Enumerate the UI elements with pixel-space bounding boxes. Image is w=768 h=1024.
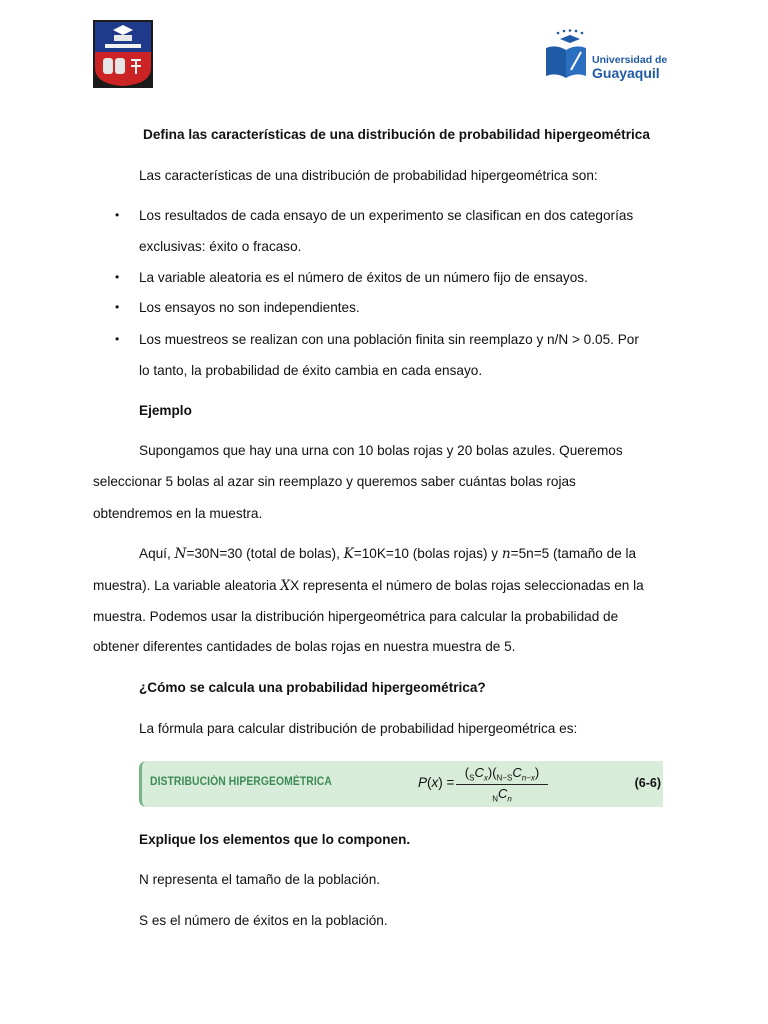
- formula-title: DISTRIBUCIÓN HIPERGEOMÉTRICA: [150, 776, 332, 788]
- question-heading: ¿Cómo se calcula una probabilidad hipergeométrica?: [139, 680, 486, 695]
- bullet-3-line1: Los ensayos no son independientes.: [139, 300, 360, 315]
- intro-text: Las características de una distribución de probabilidad hipergeométrica son:: [139, 168, 598, 183]
- bullet-4-line1: Los muestreos se realizan con una población finita sin reemplazo y n/N > 0.05. Por: [139, 332, 639, 347]
- math-symbol: X: [280, 578, 291, 594]
- bullet-icon: •: [115, 300, 120, 314]
- example-p1-line1: Supongamos que hay una urna con 10 bolas rojas y 20 bolas azules. Queremos: [139, 443, 623, 458]
- math-symbol: n: [501, 546, 511, 562]
- formula-lhs: P(x) =: [418, 775, 455, 790]
- example-p2-line1: Aquí, N=30N=30 (total de bolas), K=10K=10 (bolas rojas) y n=5n=5 (tamaño de la: [139, 546, 637, 562]
- example-p1-line3: obtendremos en la muestra.: [93, 506, 263, 521]
- explain-line-2: S es el número de éxitos en la población.: [139, 913, 388, 928]
- formula-fraction: [454, 765, 550, 803]
- formula-denominator: $_NC_n$: [492, 786, 512, 804]
- formula-box: [139, 761, 663, 807]
- math-symbol: K: [343, 546, 354, 562]
- example-p1-line2: seleccionar 5 bolas al azar sin reemplazo y queremos saber cuántas bolas rojas: [93, 474, 576, 489]
- universidad-guayaquil-logo: [544, 28, 668, 86]
- example-p2-line4: obtener diferentes cantidades de bolas rojas en nuestra muestra de 5.: [93, 639, 516, 654]
- bullet-icon: •: [115, 332, 120, 346]
- bullet-4-line2: lo tanto, la probabilidad de éxito cambia en cada ensayo.: [139, 363, 483, 378]
- explain-line-1: N representa el tamaño de la población.: [139, 872, 381, 887]
- formula-numerator: $(_SC_x)(_{N-S}C_{n-x})$: [464, 765, 540, 783]
- bullet-2-line1: La variable aleatoria es el número de éxitos de un número fijo de ensayos.: [139, 270, 588, 285]
- heading: Defina las características de una distribución de probabilidad hipergeométrica: [143, 127, 650, 142]
- math-symbol: N: [174, 546, 187, 562]
- logo-text-line1: Universidad de: [592, 54, 668, 66]
- bullet-icon: •: [115, 270, 120, 284]
- example-p2-line2: muestra). La variable aleatoria XX representa el número de bolas rojas seleccionadas en la: [93, 578, 644, 594]
- logo-text-line2: Guayaquil: [592, 65, 660, 81]
- example-p2-line3: muestra. Podemos usar la distribución hipergeométrica para calcular la probabilidad de: [93, 609, 619, 624]
- bullet-1-line1: Los resultados de cada ensayo de un experimento se clasifican en dos categorías: [139, 208, 634, 223]
- fraction-bar: [456, 784, 548, 785]
- explain-title: Explique los elementos que lo componen.: [139, 832, 411, 847]
- bullet-1-line2: exclusivas: éxito o fracaso.: [139, 239, 302, 254]
- example-title: Ejemplo: [139, 403, 192, 418]
- university-crest-logo: [93, 20, 153, 88]
- bullet-icon: •: [115, 208, 120, 222]
- formula-number: (6-6): [634, 776, 661, 790]
- formula-intro: La fórmula para calcular distribución de probabilidad hipergeométrica es:: [139, 721, 578, 736]
